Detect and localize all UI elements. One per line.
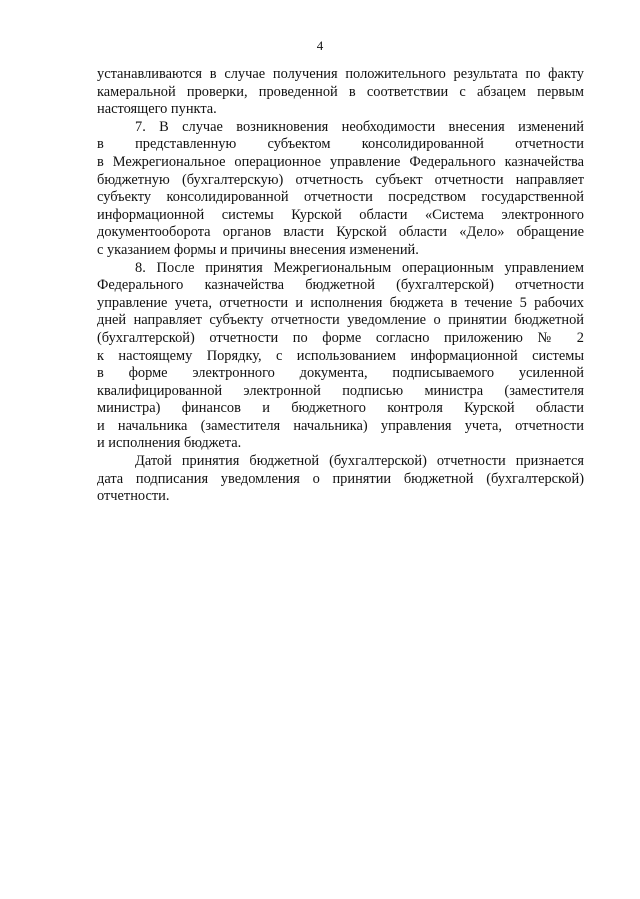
- text-line: в Межрегиональное операционное управление Федерального казначейства: [97, 153, 584, 170]
- text-line: в представленную субъектом консолидированной отчетности: [97, 136, 584, 153]
- text-line: дата подписания уведомления о принятии бюджетной (бухгалтерской): [97, 470, 584, 487]
- paragraph-item-7: [97, 119, 584, 260]
- text-line: отчетности.: [97, 488, 170, 505]
- text-line: в форме электронного документа, подписываемого усиленной: [97, 365, 584, 382]
- text-line: министра) финансов и бюджетного контроля Курской области: [97, 400, 584, 417]
- text-line: бюджетную (бухгалтерскую) отчетность субъект отчетности направляет: [97, 171, 584, 188]
- document-body: [97, 66, 584, 506]
- text-line: документооборота органов власти Курской области «Дело» обращение: [97, 224, 584, 241]
- text-line: и исполнения бюджета.: [97, 435, 242, 452]
- text-line: устанавливаются в случае получения положительного результата по факту: [97, 66, 584, 82]
- paragraph-continuation: [97, 66, 584, 119]
- text-line: к настоящему Порядку, с использованием информационной системы: [97, 347, 584, 364]
- text-line: с указанием формы и причины внесения изменений.: [97, 241, 419, 258]
- text-line: информационной системы Курской области «Система электронного: [97, 206, 584, 223]
- text-line: камеральной проверки, проведенной в соответствии с абзацем первым: [97, 83, 584, 100]
- text-line: 8. После принятия Межрегиональным операционным управлением: [135, 259, 584, 276]
- text-line: 7. В случае возникновения необходимости внесения изменений: [135, 118, 584, 135]
- page-number: 4: [316, 38, 324, 53]
- paragraph-acceptance-date: [97, 453, 584, 506]
- text-line: Датой принятия бюджетной (бухгалтерской) отчетности признается: [135, 453, 584, 470]
- text-line: и начальника (заместителя начальника) управления учета, отчетности: [97, 417, 584, 434]
- paragraph-item-8: [97, 260, 584, 454]
- text-line: квалифицированной электронной подписью министра (заместителя: [97, 382, 584, 399]
- text-line: субъекту консолидированной отчетности посредством государственной: [97, 189, 584, 206]
- text-line: дней направляет субъекту отчетности уведомление о принятии бюджетной: [97, 312, 584, 329]
- text-line: Федерального казначейства бюджетной (бухгалтерской) отчетности: [97, 277, 584, 294]
- text-line: настоящего пункта.: [97, 101, 217, 118]
- text-line: управление учета, отчетности и исполнения бюджета в течение 5 рабочих: [97, 294, 584, 311]
- text-line: (бухгалтерской) отчетности по форме согласно приложению № 2: [97, 329, 584, 346]
